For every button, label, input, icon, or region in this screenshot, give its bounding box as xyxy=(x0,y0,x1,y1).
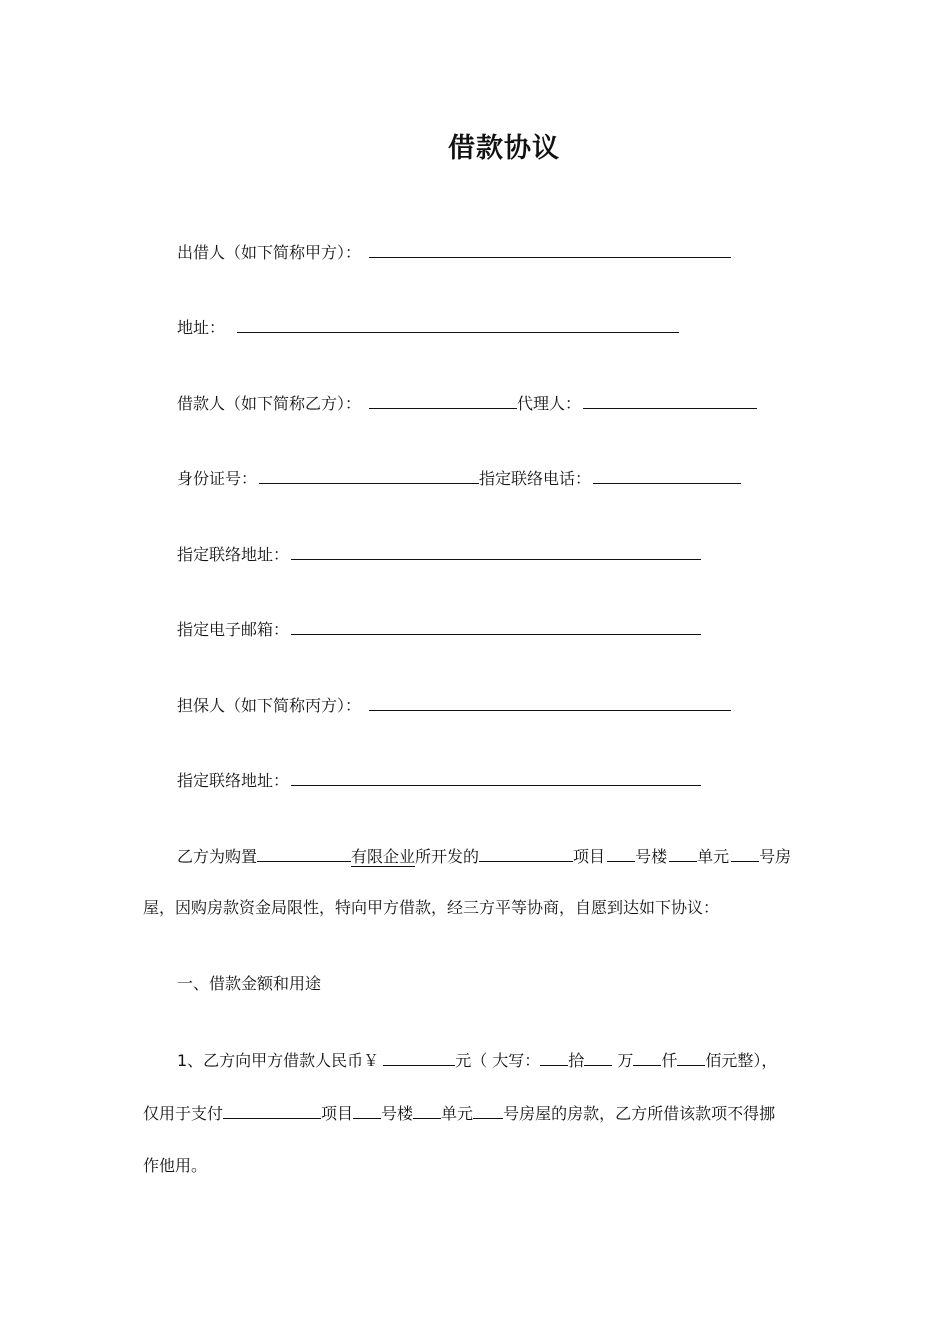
para2-text-c: 拾 xyxy=(568,1051,585,1070)
id-row xyxy=(177,466,741,490)
project-blank[interactable] xyxy=(479,844,573,862)
developer-blank[interactable] xyxy=(257,844,351,862)
contact-address-row-1 xyxy=(177,542,701,566)
para2-text-d: 万 xyxy=(612,1051,634,1070)
contact-address-row-2 xyxy=(177,768,701,792)
borrower-blank[interactable] xyxy=(369,391,517,409)
paragraph-2-line-3 xyxy=(143,1155,207,1177)
pay-building-blank[interactable] xyxy=(353,1101,381,1119)
contact-address-blank-1[interactable] xyxy=(291,542,701,560)
para2-text-b: 元（ 大写： xyxy=(455,1051,541,1070)
phone-label: 指定联络电话： xyxy=(479,469,592,488)
para2-text-i: 号楼 xyxy=(381,1104,414,1123)
para2-text-h: 项目 xyxy=(321,1104,354,1123)
para2-text-a: 1、乙方向甲方借款人民币￥ xyxy=(177,1051,380,1070)
para2-text-e: 仟 xyxy=(661,1051,678,1070)
section-1-heading xyxy=(177,973,321,995)
id-number-label: 身份证号： xyxy=(177,469,258,488)
para2-text-j: 单元 xyxy=(441,1104,474,1123)
unit-blank[interactable] xyxy=(669,844,697,862)
paragraph-2-line-2 xyxy=(143,1101,775,1125)
para1-text-e: 号楼 xyxy=(635,847,668,866)
room-blank[interactable] xyxy=(731,844,759,862)
email-label: 指定电子邮箱： xyxy=(177,620,290,639)
pay-unit-blank[interactable] xyxy=(413,1101,441,1119)
amount-bai-blank[interactable] xyxy=(677,1048,705,1066)
pay-room-blank[interactable] xyxy=(473,1101,503,1119)
paragraph-1-line-2 xyxy=(143,897,719,919)
para2-text-f: 佰元整）， xyxy=(705,1051,778,1070)
paragraph-1-line-1 xyxy=(177,844,791,868)
contact-address-blank-2[interactable] xyxy=(291,768,701,786)
email-row xyxy=(177,617,701,641)
contact-address-label-1: 指定联络地址： xyxy=(177,545,290,564)
email-blank[interactable] xyxy=(291,617,701,635)
amount-shi-blank[interactable] xyxy=(540,1048,568,1066)
para2-line3-text: 作他用。 xyxy=(143,1156,208,1175)
phone-blank[interactable] xyxy=(593,466,741,484)
amount-wan-blank[interactable] xyxy=(584,1048,612,1066)
para1-text-g: 号房 xyxy=(759,847,792,866)
para1-line2-text: 屋，因购房款资金局限性，特向甲方借款，经三方平等协商，自愿到达如下协议： xyxy=(143,898,720,917)
guarantor-label: 担保人（如下简称丙方）： xyxy=(177,696,362,715)
address-row xyxy=(177,315,679,339)
para1-text-f: 单元 xyxy=(697,847,730,866)
guarantor-row xyxy=(177,693,731,717)
borrower-label: 借款人（如下简称乙方）： xyxy=(177,394,362,413)
borrower-row xyxy=(177,391,757,415)
para1-text-a: 乙方为购置 xyxy=(177,847,258,866)
para1-text-d: 项目 xyxy=(573,847,606,866)
paragraph-2-line-1 xyxy=(177,1048,777,1072)
para2-text-g: 仅用于支付 xyxy=(143,1104,224,1123)
para1-text-c: 所开发的 xyxy=(415,847,480,866)
para2-text-k: 号房屋的房款，乙方所借该款项不得挪 xyxy=(503,1104,776,1123)
lender-blank[interactable] xyxy=(369,240,731,258)
section1-text: 一、借款金额和用途 xyxy=(177,974,322,993)
amount-qian-blank[interactable] xyxy=(633,1048,661,1066)
guarantor-blank[interactable] xyxy=(369,693,731,711)
lender-row xyxy=(177,240,731,264)
lender-label: 出借人（如下简称甲方）： xyxy=(177,243,362,262)
para1-text-company: 有限企业 xyxy=(351,847,416,866)
document-title: 借款协议 xyxy=(448,133,560,164)
id-number-blank[interactable] xyxy=(259,466,479,484)
pay-project-blank[interactable] xyxy=(223,1101,321,1119)
agent-blank[interactable] xyxy=(583,391,757,409)
amount-blank[interactable] xyxy=(383,1048,455,1066)
address-blank[interactable] xyxy=(237,315,679,333)
contact-address-label-2: 指定联络地址： xyxy=(177,771,290,790)
address-label: 地址： xyxy=(177,318,226,337)
agent-label: 代理人： xyxy=(517,394,582,413)
building-blank[interactable] xyxy=(607,844,635,862)
